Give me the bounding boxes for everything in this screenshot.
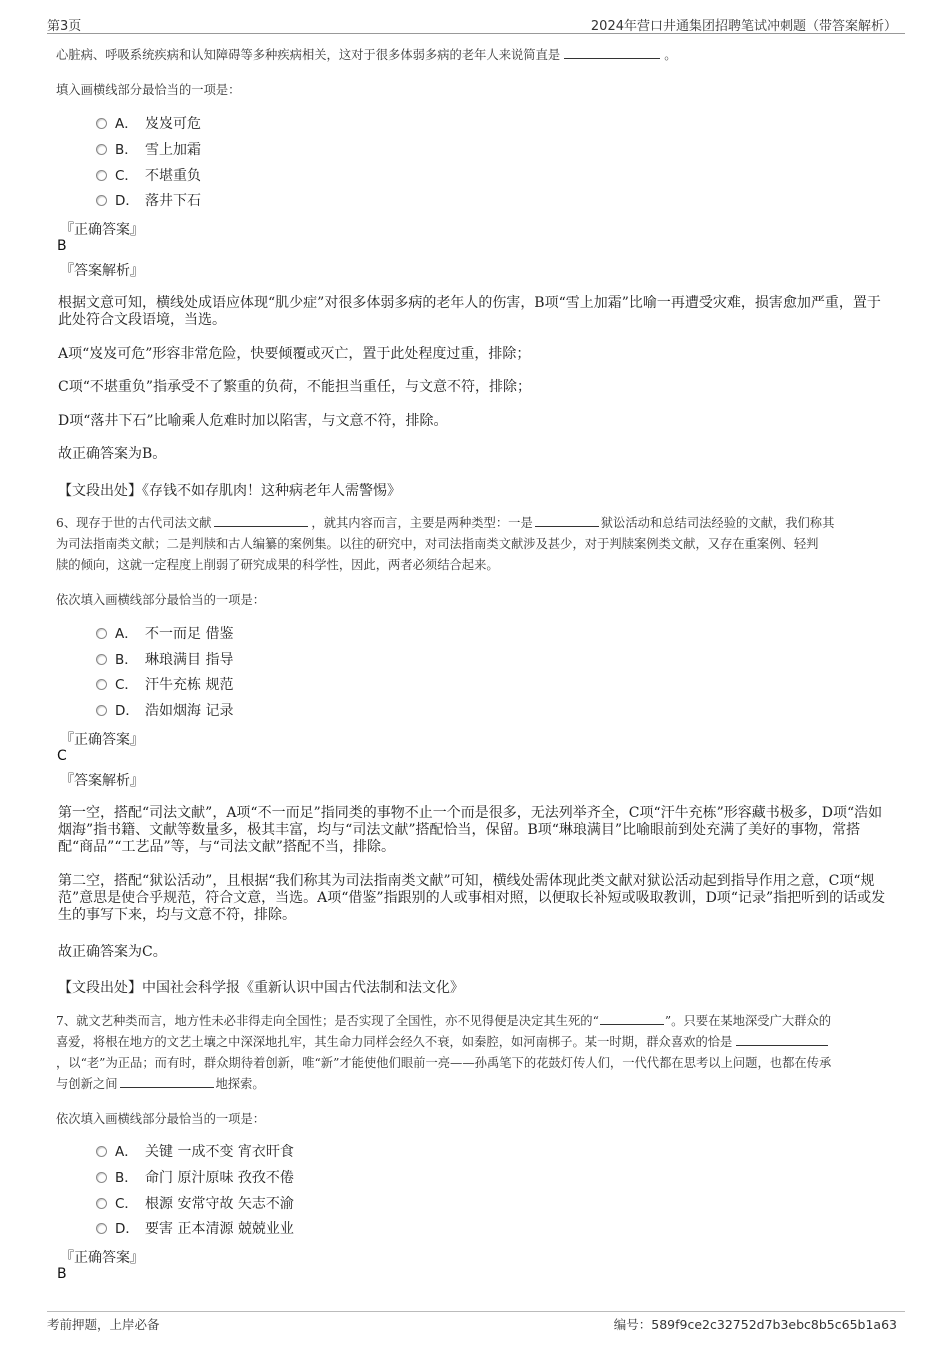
q5-prompt: 填入画横线部分最恰当的一项是： bbox=[56, 83, 241, 97]
q5-option-d[interactable]: D． 落井下石 bbox=[96, 191, 201, 211]
radio-icon[interactable] bbox=[96, 144, 107, 155]
radio-icon[interactable] bbox=[96, 170, 107, 181]
q6-stem: 6、现存于世的古代司法文献 ，就其内容而言，主要是两种类型：一是 狱讼活动和总结司法经验的文献，我们称其 bbox=[56, 516, 835, 530]
q5-analysis-para: D项“落井下石”比喻乘人危难时加以陷害，与文意不符，排除。 bbox=[58, 413, 448, 429]
radio-icon[interactable] bbox=[96, 118, 107, 129]
q7-answer-label: 『正确答案』 bbox=[60, 1250, 144, 1266]
q6-answer-label: 『正确答案』 bbox=[60, 732, 144, 748]
q5-answer: B bbox=[57, 238, 67, 254]
q7-stem: 7、就文艺种类而言，地方性未必非得走向全国性；是否实现了全国性，亦不见得便是决定其生死的“ ”。只要在某地深受广大群众的 bbox=[56, 1014, 832, 1028]
q6-analysis-para: 故正确答案为C。 bbox=[58, 944, 167, 960]
q7-option-b[interactable]: B． 命门 原汁原味 孜孜不倦 bbox=[96, 1168, 294, 1188]
q6-option-b[interactable]: B． 琳琅满目 指导 bbox=[96, 650, 233, 670]
q6-analysis-para: 第一空，搭配“司法文献”，A项“不一而足”指同类的事物不止一个而是很多，无法列举齐全，C项“汗牛充栋”形容藏书极多，D项“浩如烟海”指书籍、文献等数量多，极其丰富，均与“司法文献”搭配恰当，保留。B项“琳琅满目”比喻眼前到处充满了美好的事物，常搭配“商品”“工艺品”等，与“司法文献”搭配不当，排除。 bbox=[58, 805, 883, 855]
q6-option-c[interactable]: C． 汗牛充栋 规范 bbox=[96, 675, 233, 695]
q7-option-d[interactable]: D． 要害 正本清源 兢兢业业 bbox=[96, 1219, 294, 1239]
q7-option-c[interactable]: C． 根源 安常守故 矢志不渝 bbox=[96, 1194, 294, 1214]
q6-option-a[interactable]: A． 不一而足 借鉴 bbox=[96, 624, 233, 644]
q6-analysis-label: 『答案解析』 bbox=[60, 773, 144, 789]
radio-icon[interactable] bbox=[96, 1198, 107, 1209]
q7-prompt: 依次填入画横线部分最恰当的一项是： bbox=[56, 1112, 266, 1126]
q5-analysis-para: 根据文意可知，横线处成语应体现“肌少症”对很多体弱多病的老年人的伤害，B项“雪上加霜”比喻一再遭受灾难，损害愈加严重，置于此处符合文段语境，当选。 bbox=[58, 295, 881, 328]
q6-analysis-para: 第二空，搭配“狱讼活动”，且根据“我们称其为司法指南类文献”可知，横线处需体现此类文献对狱讼活动起到指导作用之意，C项“规范”意思是使合乎规范，符合文意，当选。A项“借鉴”指跟别的人或事相对照，以便取长补短或吸取教训，D项“记录”指把听到的话或发生的事写下来，均与文意不符，排除。 bbox=[58, 873, 886, 923]
q5-analysis-label: 『答案解析』 bbox=[60, 263, 144, 279]
q6-stem-line: 牍的倾向，这就一定程度上削弱了研究成果的科学性，因此，两者必须结合起来。 bbox=[56, 558, 499, 572]
q6-source: 【文段出处】中国社会科学报《重新认识中国古代法制和法文化》 bbox=[58, 980, 464, 996]
q5-option-c[interactable]: C． 不堪重负 bbox=[96, 166, 201, 186]
q5-analysis-para: C项“不堪重负”指承受不了繁重的负荷，不能担当重任，与文意不符，排除； bbox=[58, 379, 532, 395]
q5-stem: 心脏病、呼吸系统疾病和认知障碍等多种疾病相关，这对于很多体弱多病的老年人来说简直是 。 bbox=[56, 48, 677, 62]
q7-blank-1 bbox=[600, 1012, 664, 1025]
radio-icon[interactable] bbox=[96, 628, 107, 639]
radio-icon[interactable] bbox=[96, 679, 107, 690]
q5-option-b[interactable]: B． 雪上加霜 bbox=[96, 140, 201, 160]
q5-option-a[interactable]: A． 岌岌可危 bbox=[96, 114, 201, 134]
page-footer bbox=[47, 1311, 905, 1332]
q7-blank-3 bbox=[120, 1075, 214, 1088]
q7-answer: B bbox=[57, 1266, 67, 1282]
q5-answer-label: 『正确答案』 bbox=[60, 222, 144, 238]
page-number: 第3页 bbox=[47, 19, 82, 34]
q6-answer: C bbox=[57, 748, 67, 764]
q7-stem-line: 与创新之间 地探索。 bbox=[56, 1077, 265, 1091]
q5-source: 【文段出处】《存钱不如存肌肉！这种病老年人需警惕》 bbox=[58, 483, 401, 499]
document-title: 2024年营口井通集团招聘笔试冲刺题（带答案解析） bbox=[590, 19, 897, 34]
q6-prompt: 依次填入画横线部分最恰当的一项是： bbox=[56, 593, 266, 607]
q7-stem-line: 喜爱，将根在地方的文艺土壤之中深深地扎牢，其生命力同样会经久不衰，如秦腔，如河南梆子。某一时期，群众喜欢的恰是 bbox=[56, 1032, 908, 1053]
q6-stem-line: 为司法指南类文献；二是判牍和古人编纂的案例集。以往的研究中，对司法指南类文献涉及甚少，对于判牍案例类文献，又存在重案例、轻判 bbox=[56, 537, 819, 551]
q6-blank-2 bbox=[535, 514, 599, 527]
q6-option-d[interactable]: D． 浩如烟海 记录 bbox=[96, 701, 233, 721]
footer-slogan: 考前押题，上岸必备 bbox=[47, 1317, 160, 1332]
radio-icon[interactable] bbox=[96, 1172, 107, 1183]
document-id: 编号：589f9ce2c32752d7b3ebc8b5c65b1a63 bbox=[613, 1317, 897, 1332]
radio-icon[interactable] bbox=[96, 1223, 107, 1234]
q5-blank bbox=[564, 46, 660, 59]
q5-analysis-para: A项“岌岌可危”形容非常危险，快要倾覆或灭亡，置于此处程度过重，排除； bbox=[58, 346, 531, 362]
radio-icon[interactable] bbox=[96, 705, 107, 716]
page-header bbox=[47, 13, 905, 34]
q7-option-a[interactable]: A． 关键 一成不变 宵衣旰食 bbox=[96, 1142, 294, 1162]
q7-stem-line: ，以“老”为正品；而有时，群众期待着创新，唯“新”才能使他们眼前一亮——孙禹笔下的花鼓灯传人们，一代代都在思考以上问题，也都在传承 bbox=[56, 1056, 832, 1070]
q5-analysis-para: 故正确答案为B。 bbox=[58, 446, 167, 462]
radio-icon[interactable] bbox=[96, 195, 107, 206]
radio-icon[interactable] bbox=[96, 654, 107, 665]
q7-blank-2 bbox=[736, 1033, 828, 1046]
q6-blank-1 bbox=[214, 514, 308, 527]
radio-icon[interactable] bbox=[96, 1146, 107, 1157]
